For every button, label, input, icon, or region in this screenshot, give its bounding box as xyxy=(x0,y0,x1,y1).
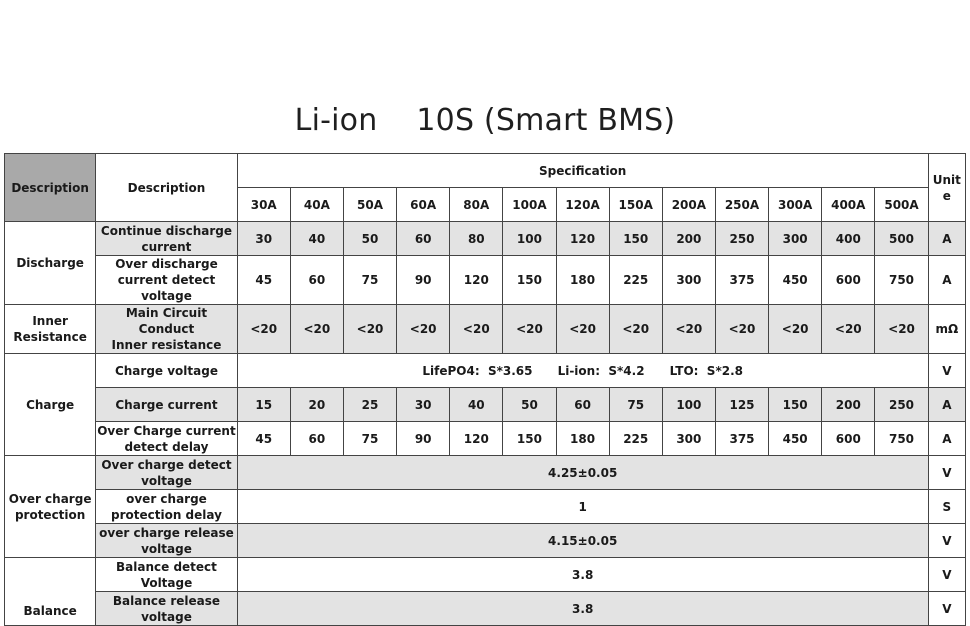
table-cell: 225 xyxy=(609,422,662,456)
unit-cell: mΩ xyxy=(928,305,965,354)
unit-cell: V xyxy=(928,592,965,626)
table-cell: 200 xyxy=(822,388,875,422)
table-cell: <20 xyxy=(822,305,875,354)
table-cell: 80 xyxy=(450,222,503,256)
table-cell: 750 xyxy=(875,422,928,456)
header-unit: Unit e xyxy=(928,154,965,222)
table-cell: 60 xyxy=(290,422,343,456)
row-label-inner-resistance: Main Circuit Conduct Inner resistance xyxy=(96,305,237,354)
oc-delay-value: 1 xyxy=(237,490,928,524)
row-label-balance-release: Balance release voltage xyxy=(96,592,237,626)
table-cell: <20 xyxy=(290,305,343,354)
group-over-charge-protection: Over charge protection xyxy=(5,456,96,558)
table-cell: 30 xyxy=(237,222,290,256)
unit-cell: S xyxy=(928,490,965,524)
header-description-1: Description xyxy=(5,154,96,222)
table-cell: 180 xyxy=(556,422,609,456)
table-cell: 45 xyxy=(237,422,290,456)
table-cell: 75 xyxy=(609,388,662,422)
table-cell: 40 xyxy=(290,222,343,256)
header-current: 80A xyxy=(450,188,503,222)
table-cell: 90 xyxy=(397,422,450,456)
table-cell: <20 xyxy=(769,305,822,354)
table-cell: <20 xyxy=(503,305,556,354)
table-cell: 750 xyxy=(875,256,928,305)
table-cell: 50 xyxy=(503,388,556,422)
table-cell: 500 xyxy=(875,222,928,256)
charge-voltage-value: LifePO4: S*3.65 Li-ion: S*4.2 LTO: S*2.8 xyxy=(237,354,928,388)
group-balance: Balance xyxy=(5,558,96,626)
table-cell: 120 xyxy=(450,256,503,305)
table-cell: 75 xyxy=(343,256,396,305)
header-current: 300A xyxy=(769,188,822,222)
table-cell: 200 xyxy=(662,222,715,256)
row-label-oc-delay: over charge protection delay xyxy=(96,490,237,524)
row-label-oc-detect-voltage: Over charge detect voltage xyxy=(96,456,237,490)
table-cell: 20 xyxy=(290,388,343,422)
header-current: 250A xyxy=(715,188,768,222)
table-cell: 90 xyxy=(397,256,450,305)
table-cell: 300 xyxy=(769,222,822,256)
table-cell: <20 xyxy=(450,305,503,354)
unit-cell: V xyxy=(928,456,965,490)
table-cell: 75 xyxy=(343,422,396,456)
table-cell: 375 xyxy=(715,256,768,305)
header-description-2: Description xyxy=(96,154,237,222)
table-cell: 125 xyxy=(715,388,768,422)
table-cell: 150 xyxy=(769,388,822,422)
table-cell: 300 xyxy=(662,256,715,305)
group-charge: Charge xyxy=(5,354,96,456)
table-cell: 45 xyxy=(237,256,290,305)
table-cell: 40 xyxy=(450,388,503,422)
header-current: 500A xyxy=(875,188,928,222)
header-current: 400A xyxy=(822,188,875,222)
table-cell: <20 xyxy=(397,305,450,354)
table-cell: <20 xyxy=(875,305,928,354)
table-cell: 120 xyxy=(450,422,503,456)
row-label-oc-release: over charge release voltage xyxy=(96,524,237,558)
table-cell: 60 xyxy=(290,256,343,305)
table-cell: 30 xyxy=(397,388,450,422)
page-title: Li-ion 10S (Smart BMS) xyxy=(294,103,676,138)
row-label-balance-detect: Balance detect Voltage xyxy=(96,558,237,592)
header-current: 100A xyxy=(503,188,556,222)
unit-cell: V xyxy=(928,558,965,592)
table-cell: <20 xyxy=(609,305,662,354)
balance-detect-value: 3.8 xyxy=(237,558,928,592)
row-label-over-discharge: Over discharge current detect voltage xyxy=(96,256,237,305)
table-cell: <20 xyxy=(237,305,290,354)
unit-cell: V xyxy=(928,524,965,558)
unit-cell: A xyxy=(928,388,965,422)
row-label-over-charge-current: Over Charge current detect delay xyxy=(97,423,236,454)
table-cell: 50 xyxy=(343,222,396,256)
header-specification: Specification xyxy=(237,154,928,188)
header-current: 30A xyxy=(237,188,290,222)
unit-cell: A xyxy=(928,222,965,256)
table-cell: <20 xyxy=(662,305,715,354)
table-cell: <20 xyxy=(556,305,609,354)
unit-cell: A xyxy=(928,422,965,456)
header-current: 200A xyxy=(662,188,715,222)
header-current: 150A xyxy=(609,188,662,222)
table-cell: 150 xyxy=(609,222,662,256)
table-cell: 60 xyxy=(556,388,609,422)
table-cell: <20 xyxy=(343,305,396,354)
table-cell: 450 xyxy=(769,422,822,456)
spec-table xyxy=(4,153,966,626)
header-current: 120A xyxy=(556,188,609,222)
row-label-charge-voltage: Charge voltage xyxy=(96,354,237,388)
table-cell: 250 xyxy=(715,222,768,256)
table-cell: 400 xyxy=(822,222,875,256)
table-cell: 100 xyxy=(503,222,556,256)
table-cell: 25 xyxy=(343,388,396,422)
table-cell: 375 xyxy=(715,422,768,456)
table-cell: 600 xyxy=(822,422,875,456)
table-cell: 180 xyxy=(556,256,609,305)
table-cell: 600 xyxy=(822,256,875,305)
table-cell: 225 xyxy=(609,256,662,305)
balance-release-value: 3.8 xyxy=(237,592,928,626)
table-cell: <20 xyxy=(715,305,768,354)
table-cell: 60 xyxy=(397,222,450,256)
header-current: 40A xyxy=(290,188,343,222)
table-cell: 150 xyxy=(503,256,556,305)
table-cell: 450 xyxy=(769,256,822,305)
group-discharge: Discharge xyxy=(5,222,96,305)
table-cell: 150 xyxy=(503,422,556,456)
unit-cell: V xyxy=(928,354,965,388)
oc-detect-voltage-value: 4.25±0.05 xyxy=(237,456,928,490)
table-cell: 250 xyxy=(875,388,928,422)
unit-cell: A xyxy=(928,256,965,305)
table-cell: 120 xyxy=(556,222,609,256)
table-cell: 100 xyxy=(662,388,715,422)
group-inner-resistance: Inner Resistance xyxy=(5,305,96,354)
row-label-continue-discharge: Continue discharge current xyxy=(96,222,237,256)
header-current: 50A xyxy=(343,188,396,222)
table-cell: 300 xyxy=(662,422,715,456)
row-label-charge-current: Charge current xyxy=(96,388,237,422)
oc-release-value: 4.15±0.05 xyxy=(237,524,928,558)
header-current: 60A xyxy=(397,188,450,222)
table-cell: 15 xyxy=(237,388,290,422)
